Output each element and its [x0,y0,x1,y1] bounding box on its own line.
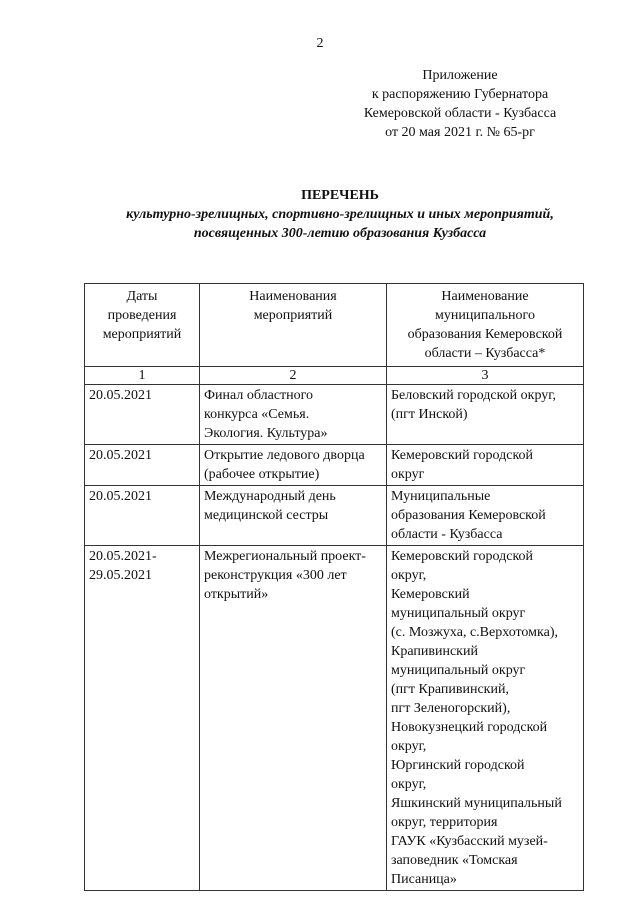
title-subtitle-line: посвященных 300-летию образования Кузбасса [193,226,487,241]
table-row [85,385,584,445]
column-number: 1 [85,367,200,385]
cell-municipality: Беловский городской округ, (пгт Инской) [387,385,584,445]
page-number: 2 [316,36,324,51]
table-row [85,546,584,891]
column-number: 2 [200,367,387,385]
cell-municipality: Кемеровский городской округ, Кемеровский муниципальный округ (с. Мозжуха, с.Верхотомка), Крапивинский муниципальный округ (пгт Крапивинский, пгт Зеленогорский), Новокузнецкий городской округ, Юргинский городской округ, Яшкинский муниципальный округ, территория ГАУК «Кузбасский музей- заповедник «Томская Писаница» [387,546,584,891]
cell-municipality: Муниципальные образования Кемеровской области - Кузбасса [387,486,584,546]
cell-dates: 20.05.2021- 29.05.2021 [85,546,200,891]
appendix-line: к распоряжению Губернатора [371,87,549,102]
cell-event: Финал областного конкурса «Семья. Экология. Культура» [200,385,387,445]
column-number-row [85,367,584,385]
title-heading: ПЕРЕЧЕНЬ [301,188,379,203]
appendix-line: от 20 мая 2021 г. № 65-рг [385,125,535,140]
events-table [84,283,584,891]
cell-event: Межрегиональный проект- реконструкция «300 лет открытий» [200,546,387,891]
header-dates: Даты проведения мероприятий [85,284,200,367]
header-municipality: Наименование муниципального образования Кемеровской области – Кузбасса* [387,284,584,367]
cell-event: Открытие ледового дворца (рабочее открытие) [200,445,387,486]
cell-dates: 20.05.2021 [85,445,200,486]
title-subtitle-line: культурно-зрелищных, спортивно-зрелищных и иных мероприятий, [126,207,554,222]
column-number: 3 [387,367,584,385]
table-row [85,445,584,486]
table-row [85,486,584,546]
cell-municipality: Кемеровский городской округ [387,445,584,486]
header-event-names: Наименования мероприятий [200,284,387,367]
document-title [60,186,620,243]
cell-dates: 20.05.2021 [85,385,200,445]
appendix-line: Приложение [422,68,498,83]
appendix-block [330,66,590,142]
appendix-line: Кемеровской области - Кузбасса [363,106,557,121]
cell-event: Международный день медицинской сестры [200,486,387,546]
table-header-row [85,284,584,367]
cell-dates: 20.05.2021 [85,486,200,546]
